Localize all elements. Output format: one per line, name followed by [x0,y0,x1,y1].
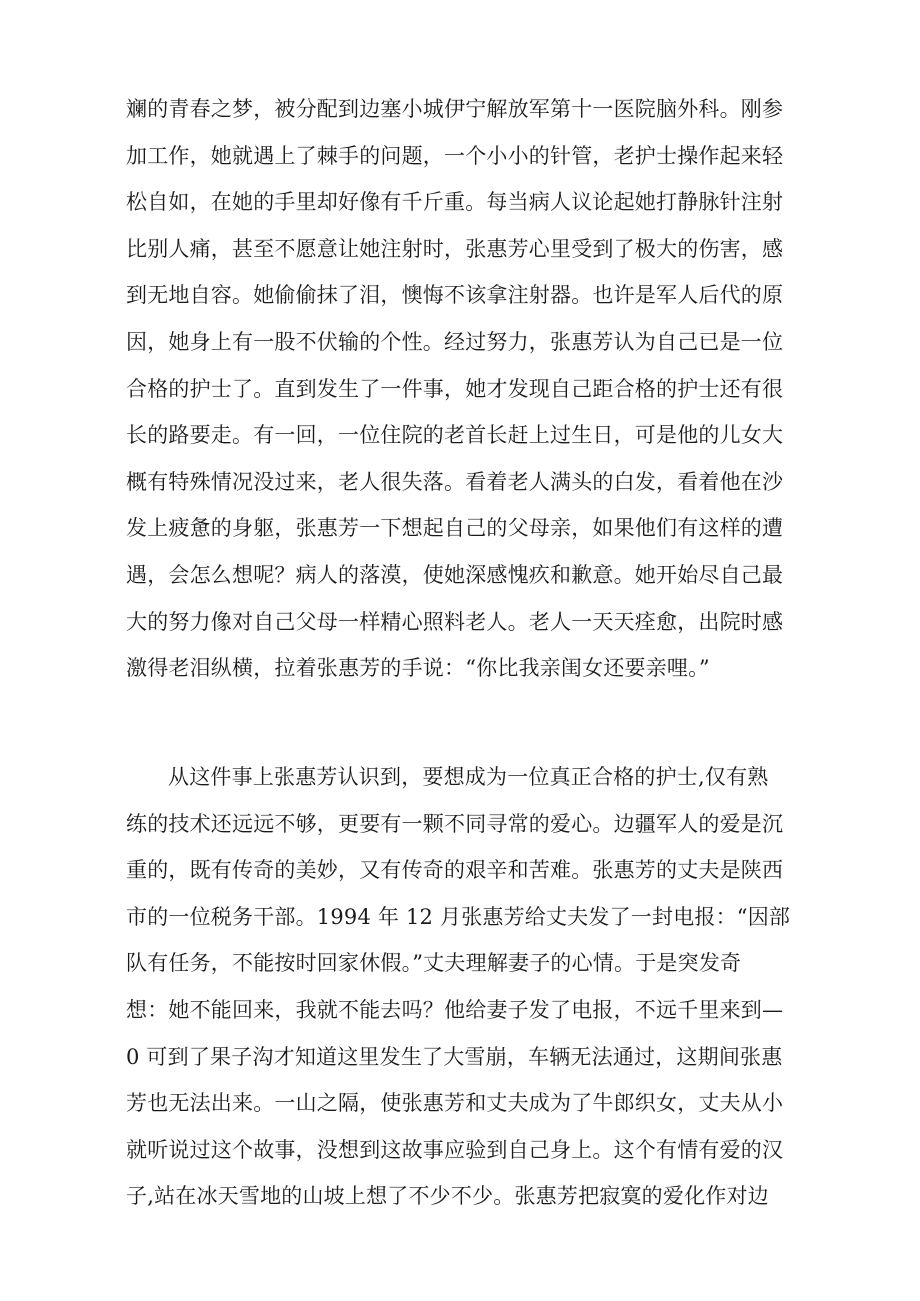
text-line: 遇，会怎么想呢？病人的落漠，使她深感愧疚和歉意。她开始尽自己最 [126,562,784,587]
text-line: 概有特殊情况没过来，老人很失落。看着老人满头的白发，看着他在沙 [126,469,784,494]
text-line: 想：她不能回来，我就不能去吗？他给妻子发了电报，不远千里来到— [126,997,784,1022]
text-line: 队有任务，不能按时回家休假。”丈夫理解妻子的心情。于是突发奇 [126,951,742,976]
text-line: 合格的护士了。直到发生了一件事，她才发现自己距合格的护士还有很 [126,376,784,401]
text-line: 激得老泪纵横，拉着张惠芳的手说：“你比我亲闺女还要亲哩。” [126,656,710,681]
text-line: 子,站在冰天雪地的山坡上想了不少不少。张惠芳把寂寞的爱化作对边 [126,1184,769,1209]
text-line: 0 可到了果子沟才知道这里发生了大雪崩，车辆无法通过，这期间张惠 [126,1044,783,1069]
text-line: 因，她身上有一股不伏输的个性。经过努力，张惠芳认为自己已是一位 [126,329,784,354]
text-line: 练的技术还远远不够，更要有一颗不同寻常的爱心。边疆军人的爱是沉 [126,811,784,836]
text-line: 松自如，在她的手里却好像有千斤重。每当病人议论起她打静脉针注射 [126,190,784,215]
paragraph-1 [126,86,806,692]
text-line: 长的路要走。有一回，一位住院的老首长赶上过生日，可是他的儿女大 [126,423,784,448]
text-line: 发上疲惫的身躯，张惠芳一下想起自己的父母亲，如果他们有这样的遭 [126,516,784,541]
text-line: 到无地自容。她偷偷抹了泪，懊悔不该拿注射器。也许是军人后代的原 [126,283,784,308]
text-line: 重的，既有传奇的美妙，又有传奇的艰辛和苦难。张惠芳的丈夫是陕西 [126,858,784,883]
paragraph-2 [126,754,806,1220]
text-line: 芳也无法出来。一山之隔，使张惠芳和丈夫成为了牛郎织女，丈夫从小 [126,1091,784,1116]
text-line: 斓的青春之梦，被分配到边塞小城伊宁解放军第十一医院脑外科。刚参 [126,97,784,121]
text-line: 市的一位税务干部。1994 年 12 月张惠芳给丈夫发了一封电报：“因部 [126,904,791,929]
text-line: 就听说过这个故事，没想到这故事应验到自己身上。这个有情有爱的汉 [126,1137,784,1162]
text-line: 大的努力像对自己父母一样精心照料老人。老人一天天痊愈，出院时感 [126,609,784,634]
text-line: 从这件事上张惠芳认识到，要想成为一位真正合格的护士,仅有熟 [168,765,769,789]
text-line: 加工作，她就遇上了棘手的问题，一个小小的针管，老护士操作起来轻 [126,143,784,168]
text-line: 比别人痛，甚至不愿意让她注射时，张惠芳心里受到了极大的伤害，感 [126,236,784,261]
